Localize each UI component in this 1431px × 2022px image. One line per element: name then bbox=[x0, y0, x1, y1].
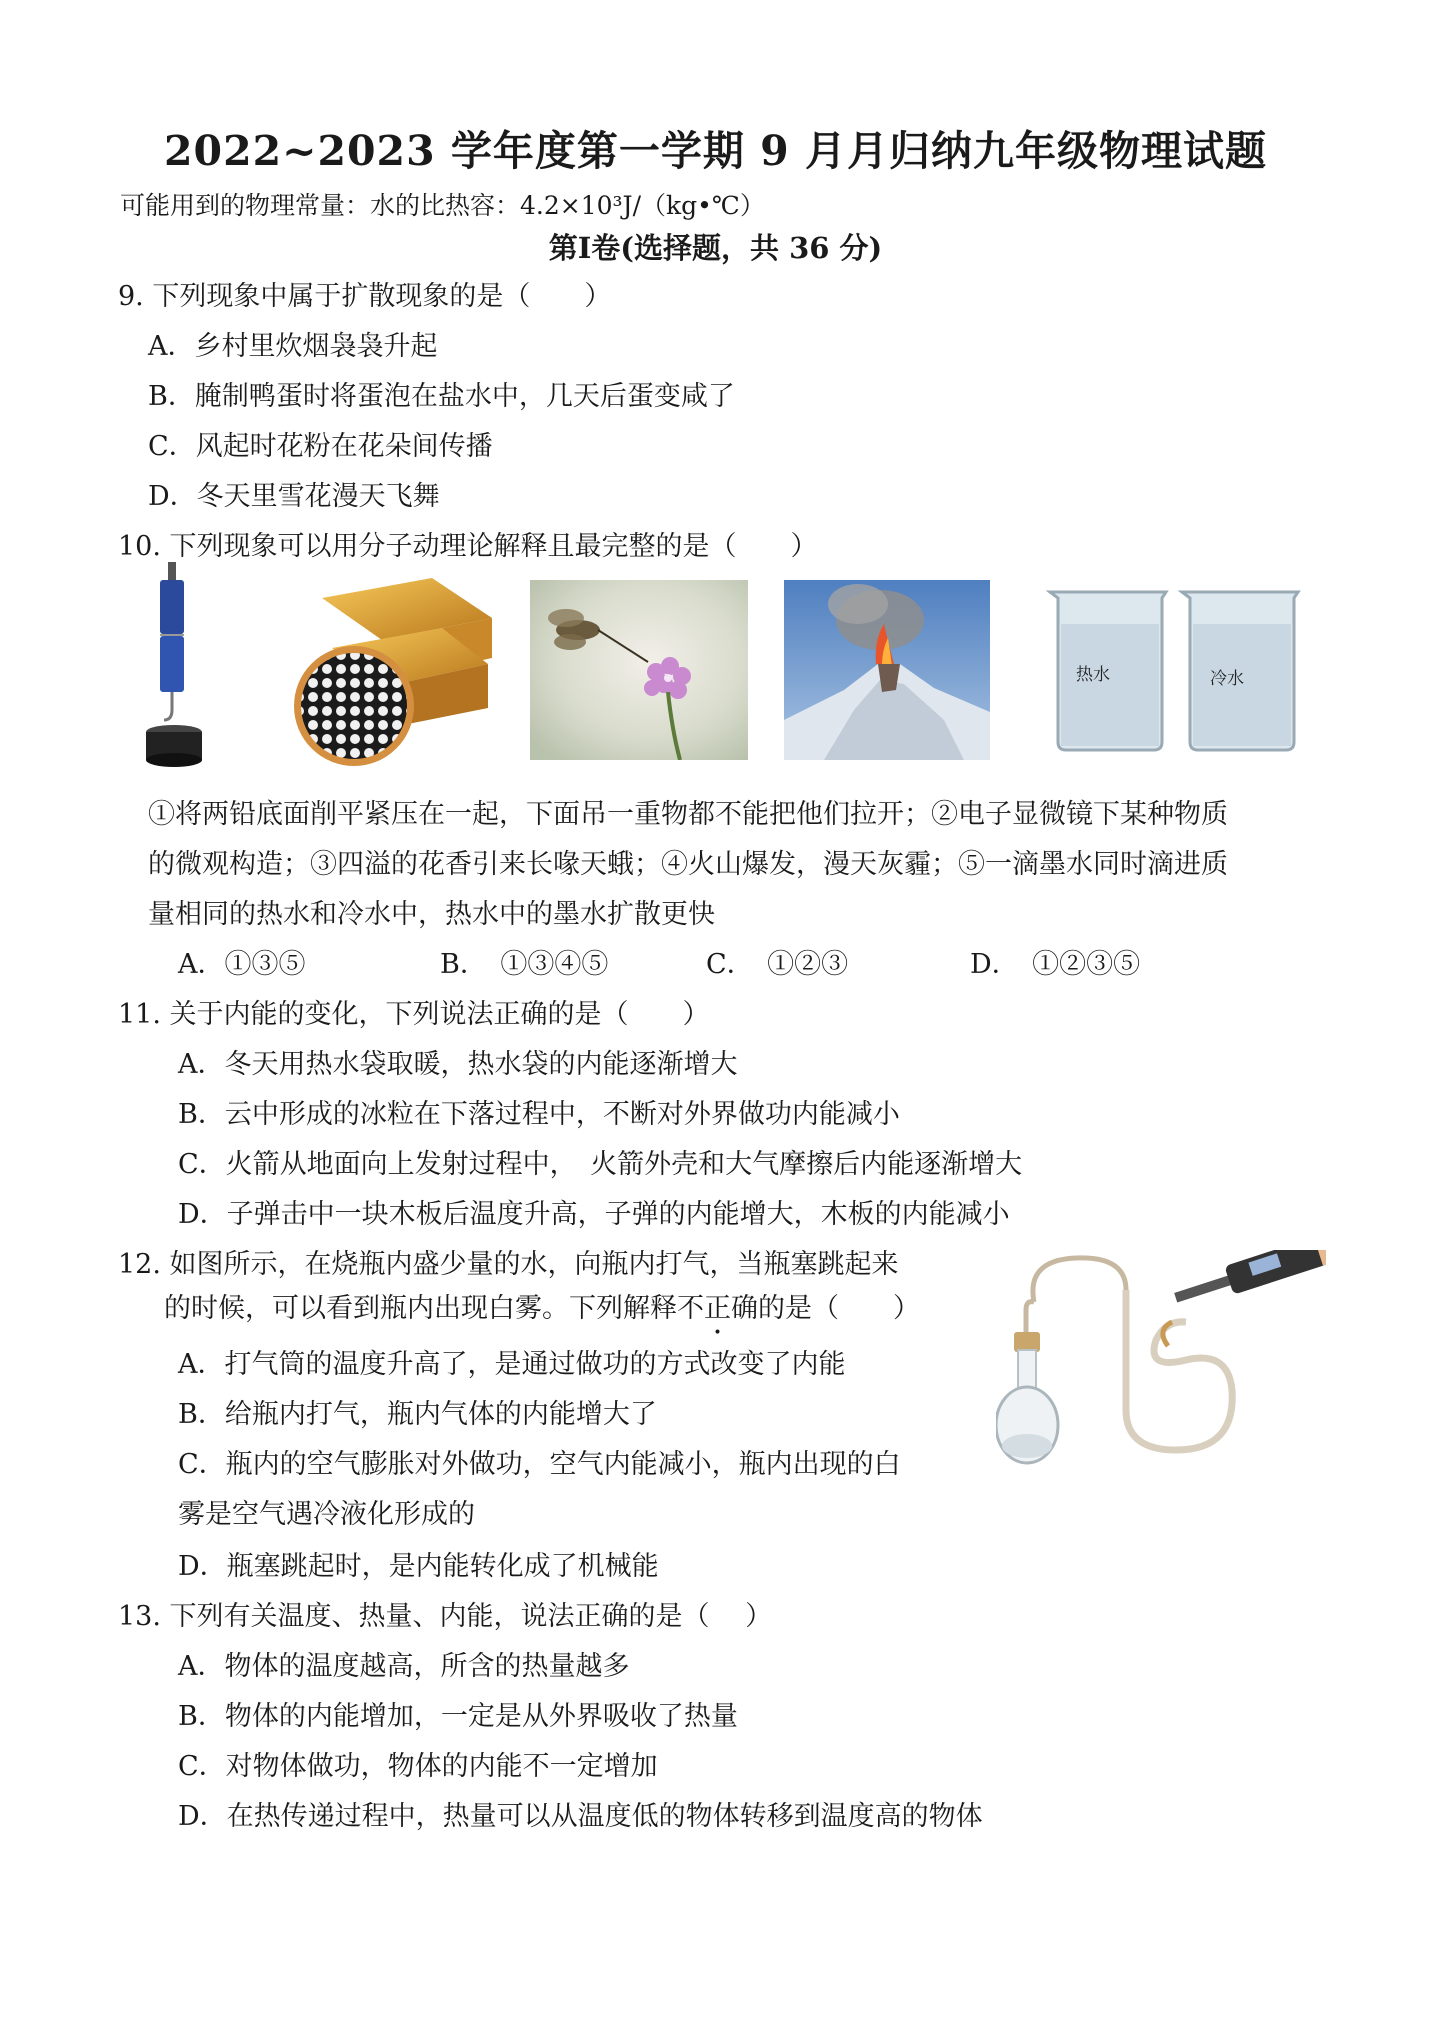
q9-stem: 9. 下列现象中属于扩散现象的是（ ） bbox=[118, 281, 612, 312]
q13-option-a: A．物体的温度越高，所含的热量越多 bbox=[178, 1651, 630, 1682]
physical-constants: 可能用到的物理常量：水的比热容：4.2×10³J/（kg•℃） bbox=[120, 191, 765, 220]
q12-option-c-line1: C．瓶内的空气膨胀对外做功，空气内能减小，瓶内出现的白 bbox=[178, 1449, 901, 1480]
gold-bars-microscope-image bbox=[292, 578, 494, 776]
q12-option-a: A．打气筒的温度升高了，是通过做功的方式改变了内能 bbox=[178, 1349, 846, 1380]
q9-option-a: A．乡村里炊烟袅袅升起 bbox=[148, 331, 438, 362]
q10-description-line2: 的微观构造；③四溢的花香引来长喙天蛾；④火山爆发，漫天灰霾；⑤一滴墨水同时滴进质 bbox=[148, 849, 1228, 880]
q12-stem-line2 bbox=[164, 1286, 920, 1325]
q11-option-c: C．火箭从地面向上发射过程中， 火箭外壳和大气摩擦后内能逐渐增大 bbox=[178, 1149, 1023, 1180]
q11-option-a: A．冬天用热水袋取暖，热水袋的内能逐渐增大 bbox=[178, 1049, 738, 1080]
hot-cold-water-beakers-image bbox=[1044, 584, 1308, 754]
section-heading: 第Ⅰ卷(选择题，共 36 分) bbox=[548, 231, 883, 265]
q12-stem-line1: 12. 如图所示，在烧瓶内盛少量的水，向瓶内打气，当瓶塞跳起来 bbox=[118, 1249, 899, 1280]
q13-option-c: C．对物体做功，物体的内能不一定增加 bbox=[178, 1751, 658, 1782]
volcano-eruption-image bbox=[784, 580, 990, 760]
exam-title: 2022~2023 学年度第一学期 9 月月归纳九年级物理试题 bbox=[164, 127, 1267, 175]
q10-option-c: C． ①②③ bbox=[706, 949, 849, 980]
q10-option-d: D． ①②③⑤ bbox=[970, 949, 1141, 980]
q10-description-line3: 量相同的热水和冷水中，热水中的墨水扩散更快 bbox=[148, 899, 715, 930]
q13-stem: 13. 下列有关温度、热量、内能，说法正确的是（ ） bbox=[118, 1601, 773, 1632]
q12-stem-emphasis: 不正确 bbox=[677, 1293, 758, 1324]
lead-cylinders-weight-image bbox=[138, 562, 210, 772]
flask-air-pump-image bbox=[996, 1250, 1326, 1490]
hot-water-label: 热水 bbox=[1076, 665, 1110, 685]
q12-option-d: D．瓶塞跳起时，是内能转化成了机械能 bbox=[178, 1551, 659, 1582]
hawkmoth-flower-image bbox=[530, 580, 748, 760]
q10-stem: 10. 下列现象可以用分子动理论解释且最完整的是（ ） bbox=[118, 531, 818, 562]
q12-stem-pre: 的时候，可以看到瓶内出现白雾。下列解释 bbox=[164, 1293, 677, 1324]
q11-stem: 11. 关于内能的变化，下列说法正确的是（ ） bbox=[118, 999, 710, 1030]
q12-option-b: B．给瓶内打气，瓶内气体的内能增大了 bbox=[178, 1399, 657, 1430]
cold-water-label: 冷水 bbox=[1210, 669, 1244, 689]
q11-option-b: B．云中形成的冰粒在下落过程中，不断对外界做功内能减小 bbox=[178, 1099, 900, 1130]
q10-option-b: B． ①③④⑤ bbox=[440, 949, 609, 980]
q12-option-c-line2: 雾是空气遇冷液化形成的 bbox=[178, 1499, 475, 1530]
q9-option-d: D．冬天里雪花漫天飞舞 bbox=[148, 481, 440, 512]
q9-option-b: B．腌制鸭蛋时将蛋泡在盐水中，几天后蛋变咸了 bbox=[148, 381, 735, 412]
q10-description-line1: ①将两铅底面削平紧压在一起，下面吊一重物都不能把他们拉开；②电子显微镜下某种物质 bbox=[148, 799, 1228, 830]
q11-option-d: D．子弹击中一块木板后温度升高，子弹的内能增大，木板的内能减小 bbox=[178, 1199, 1010, 1230]
q10-option-a: A．①③⑤ bbox=[178, 949, 306, 980]
q12-stem-post: 的是（ ） bbox=[758, 1293, 920, 1324]
q13-option-b: B．物体的内能增加，一定是从外界吸收了热量 bbox=[178, 1701, 738, 1732]
q13-option-d: D．在热传递过程中，热量可以从温度低的物体转移到温度高的物体 bbox=[178, 1801, 983, 1832]
q9-option-c: C．风起时花粉在花朵间传播 bbox=[148, 431, 493, 462]
